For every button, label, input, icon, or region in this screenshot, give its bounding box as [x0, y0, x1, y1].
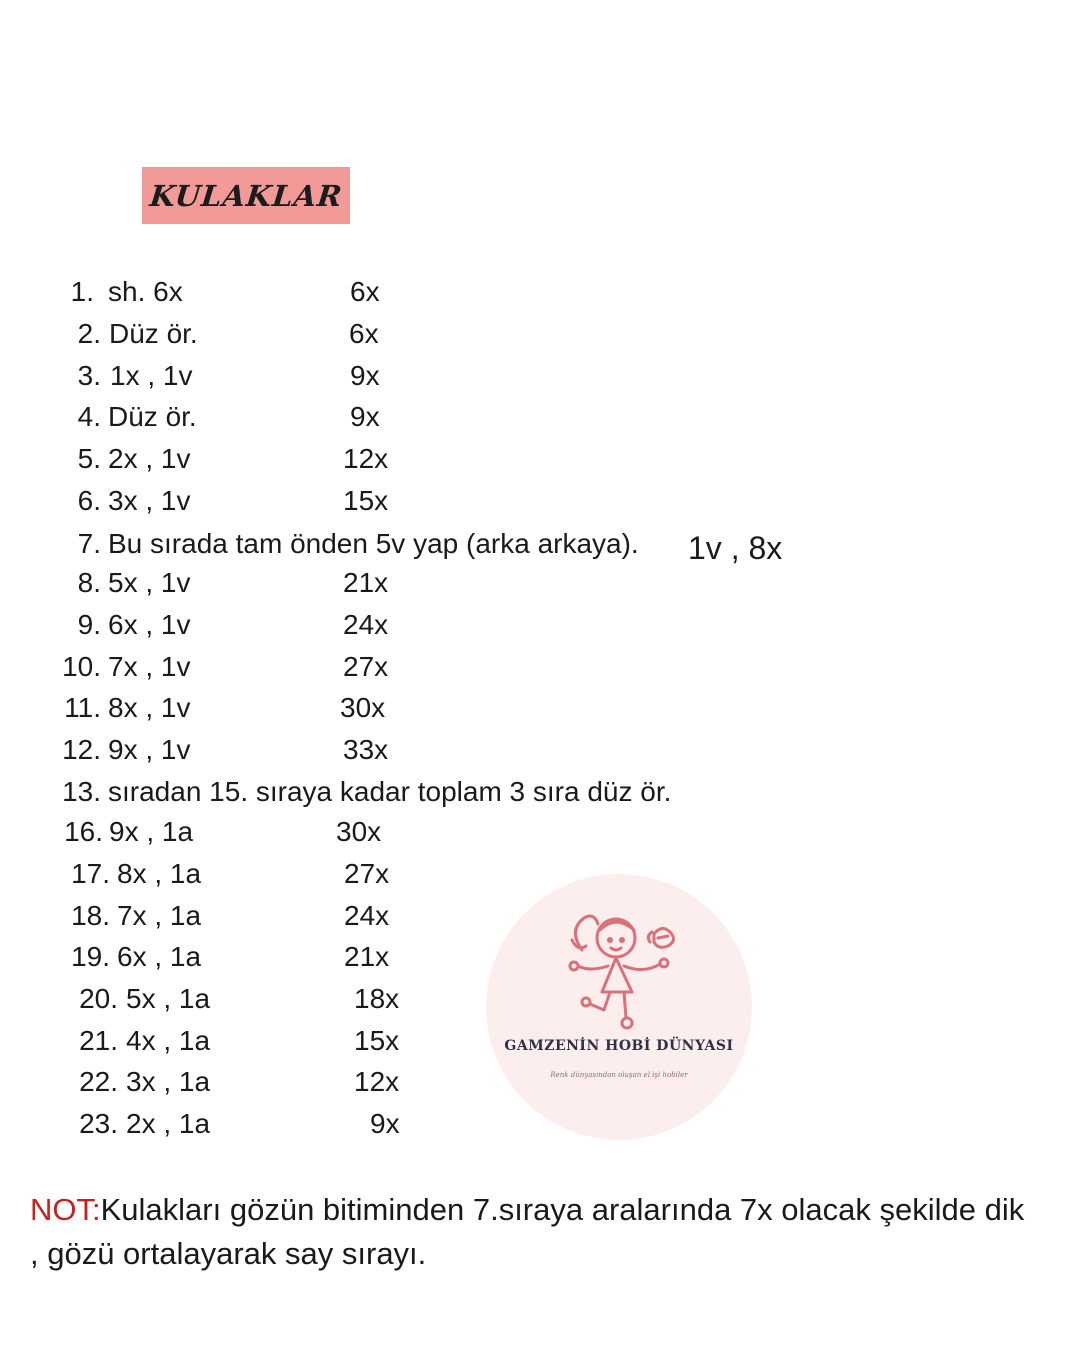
row-number: 16.	[64, 816, 103, 847]
row-number: 22.	[79, 1066, 118, 1097]
row-step: 2x , 1v	[108, 443, 191, 474]
row-number: 9.	[77, 609, 101, 640]
row-number: 19.	[71, 941, 110, 972]
row-step: sh. 6x	[108, 276, 183, 307]
row-count: 21x	[344, 941, 390, 972]
row-count: 12x	[343, 443, 389, 474]
row-step: sıradan 15. sıraya kadar toplam 3 sıra düz ör.	[108, 776, 672, 807]
row-step: 7x , 1v	[108, 651, 191, 682]
title-banner	[142, 167, 350, 224]
row-number: 2.	[77, 318, 101, 349]
row-count: 15x	[354, 1025, 400, 1056]
brand-logo	[486, 874, 752, 1140]
note-paragraph	[30, 1188, 1030, 1276]
row-number: 8.	[77, 567, 101, 598]
row-number: 17.	[71, 858, 110, 889]
row-step: Bu sırada tam önden 5v yap (arka arkaya).	[108, 528, 639, 559]
row-count: 12x	[354, 1066, 400, 1097]
row-number: 4.	[77, 401, 101, 432]
row-count: 30x	[336, 816, 382, 847]
row-count: 6x	[349, 318, 379, 349]
row-step: Düz ör.	[109, 318, 198, 349]
row-number: 10.	[62, 651, 101, 682]
row-count: 24x	[343, 609, 389, 640]
note-label: NOT:	[30, 1192, 101, 1227]
row-count: 9x	[350, 360, 380, 391]
row-count: 27x	[344, 858, 390, 889]
brand-tagline: Renk dünyasından oluşan el işi hobiler	[550, 1071, 688, 1079]
row-step: 9x , 1v	[108, 734, 191, 765]
row-step: 8x , 1a	[117, 858, 202, 889]
row-count: 24x	[344, 900, 390, 931]
row-number: 21.	[79, 1025, 118, 1056]
row-step: 9x , 1a	[109, 816, 194, 847]
row-count: 30x	[340, 692, 386, 723]
row-step: 2x , 1a	[126, 1108, 211, 1139]
row-step: 3x , 1v	[108, 485, 191, 516]
row-number: 11.	[64, 692, 101, 723]
row-count: 27x	[343, 651, 389, 682]
row-number: 23.	[79, 1108, 118, 1139]
row-step: 6x , 1v	[108, 609, 191, 640]
row-number: 6.	[77, 485, 101, 516]
row-count: 33x	[343, 734, 389, 765]
page-title: KULAKLAR	[147, 178, 345, 213]
row-count: 15x	[343, 485, 389, 516]
row-number: 20.	[79, 983, 118, 1014]
row-count: 6x	[350, 276, 380, 307]
row-number: 12.	[62, 734, 101, 765]
row-step: 4x , 1a	[126, 1025, 211, 1056]
row-step: 6x , 1a	[117, 941, 202, 972]
row-step: Düz ör.	[108, 401, 197, 432]
row-step: 7x , 1a	[117, 900, 202, 931]
row-step: 8x , 1v	[108, 692, 191, 723]
row-count: 9x	[350, 401, 380, 432]
row-count: 21x	[343, 567, 389, 598]
row-count: 18x	[354, 983, 400, 1014]
row-step: 5x , 1v	[108, 567, 191, 598]
row-number: 18.	[71, 900, 110, 931]
row-step: 3x , 1a	[126, 1066, 211, 1097]
row-count: 9x	[370, 1108, 400, 1139]
row-number: 3.	[77, 360, 101, 391]
row-count: 1v , 8x	[688, 530, 783, 566]
row-number: 1.	[70, 276, 94, 307]
brand-name: GAMZENİN HOBİ DÜNYASI	[504, 1038, 734, 1054]
note-text: Kulakları gözün bitiminden 7.sıraya aralarında 7x olacak şekilde dik , gözü ortalayarak say sırayı.	[30, 1192, 1025, 1271]
row-number: 13.	[62, 776, 101, 807]
row-step: 5x , 1a	[126, 983, 211, 1014]
row-number: 5.	[77, 443, 101, 474]
row-number: 7.	[77, 528, 101, 559]
girl-drawing-icon	[486, 874, 752, 1140]
row-step: 1x , 1v	[110, 360, 193, 391]
